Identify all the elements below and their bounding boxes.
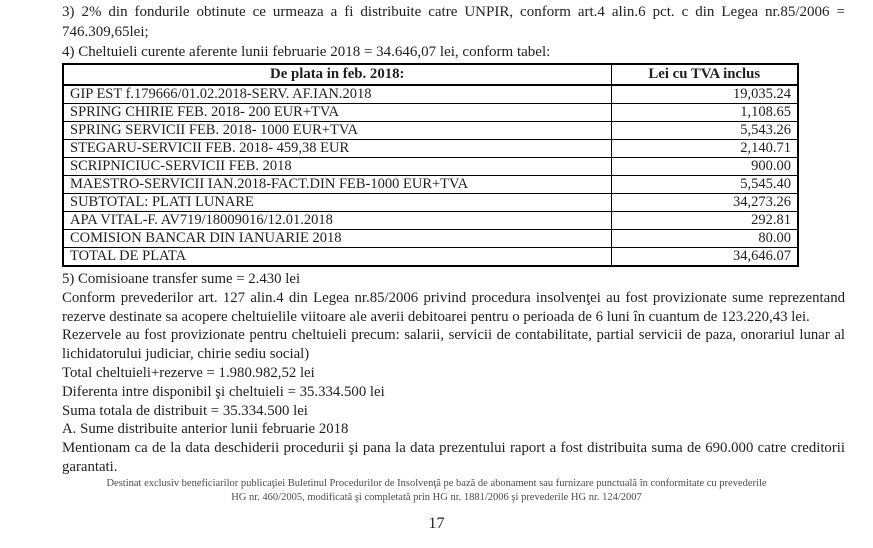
row-value: 5,543.26 (611, 122, 798, 140)
row-value: 5,545.40 (611, 176, 798, 194)
table-row-subtotal (63, 194, 798, 212)
footer-line-2: HG nr. 460/2005, modificată şi completată prin HG nr. 1881/2006 şi prevederile HG nr. 124/2007 (231, 491, 642, 503)
footer-note (0, 477, 873, 504)
paragraph-reserves: Rezervele au fost provizionate pentru cheltuieli precum: salarii, servicii de contabilitate, partial servicii de paza, onorariul lunar al lichidatorului judiciar, chirie sediu social) (62, 327, 845, 363)
paragraph-unpir-fee: 3) 2% din fondurile obtinute ce urmeaza a fi distribuite catre UNPIR, conform art.4 alin.6 pct. c din Legea nr.85/2006 = 746.309,65lei; (62, 4, 845, 40)
paragraph-provisions: Conform prevederilor art. 127 alin.4 din Legea nr.85/2006 privind procedura insolvenţei au fost provizionate sume reprezentand rezerve destinate sa acopere cheltuielile viitoare ale averii debitoarei pentru o perioada de 6 luni în cuantum de 123.220,43 lei. (62, 289, 845, 325)
table-row (63, 85, 798, 104)
paragraph-total-expenses: Total cheltuieli+rezerve = 1.980.982,52 lei (62, 364, 315, 381)
table-row (63, 176, 798, 194)
row-label: STEGARU-SERVICII FEB. 2018- 459,38 EUR (63, 140, 611, 158)
paragraph-prior-distribution: Mentionam ca de la data deschiderii procedurii şi pana la data prezentului raport a fost distribuita suma de 690.000 catre creditorii garantati. (62, 440, 845, 475)
row-label: COMISION BANCAR DIN IANUARIE 2018 (63, 230, 611, 248)
table-row (63, 158, 798, 176)
body-section (62, 270, 845, 477)
row-label: APA VITAL-F. AV719/18009016/12.01.2018 (63, 212, 611, 230)
table-header-amount: Lei cu TVA inclus (611, 64, 798, 85)
table-header-description: De plata in feb. 2018: (63, 64, 611, 85)
table-row (63, 104, 798, 122)
paragraph-section-a-heading: A. Sume distribuite anterior lunii februarie 2018 (62, 421, 349, 438)
paragraph-difference: Diferenta intre disponibil şi cheltuieli = 35.334.500 lei (62, 383, 385, 400)
expenses-table (62, 63, 799, 267)
table-row (63, 230, 798, 248)
table-header-row (63, 64, 798, 85)
row-value: 2,140.71 (611, 140, 798, 158)
row-label: TOTAL DE PLATA (63, 248, 611, 267)
row-value: 80.00 (611, 230, 798, 248)
row-value: 34,646.07 (611, 248, 798, 267)
row-value: 900.00 (611, 158, 798, 176)
row-value: 34,273.26 (611, 194, 798, 212)
page-number: 17 (428, 515, 445, 532)
row-value: 1,108.65 (611, 104, 798, 122)
table-row (63, 212, 798, 230)
row-label: SCRIPNICIUC-SERVICII FEB. 2018 (63, 158, 611, 176)
row-label: SPRING SERVICII FEB. 2018- 1000 EUR+TVA (63, 122, 611, 140)
paragraph-transfer-fees: 5) Comisioane transfer sume = 2.430 lei (62, 271, 301, 287)
intro-section (62, 2, 845, 62)
row-label: SPRING CHIRIE FEB. 2018- 200 EUR+TVA (63, 104, 611, 122)
row-label: SUBTOTAL: PLATI LUNARE (63, 194, 611, 212)
paragraph-current-expenses: 4) Cheltuieli curente aferente lunii februarie 2018 = 34.646,07 lei, conform tabel: (62, 44, 551, 60)
row-value: 19,035.24 (611, 85, 798, 104)
paragraph-total-distribution: Suma totala de distribuit = 35.334.500 lei (62, 402, 308, 419)
page-footer (0, 472, 873, 533)
table-row (63, 122, 798, 140)
document-content (62, 2, 845, 477)
row-label: GIP EST f.179666/01.02.2018-SERV. AF.IAN.2018 (63, 85, 611, 104)
footer-line-1: Destinat exclusiv beneficiarilor publicaţiei Buletinul Procedurilor de Insolvenţă pe bază de abonament sau furnizare punctuală în conformitate cu prevederile (106, 478, 767, 489)
table-row-total (63, 248, 798, 267)
row-label: MAESTRO-SERVICII IAN.2018-FACT.DIN FEB-1000 EUR+TVA (63, 176, 611, 194)
row-value: 292.81 (611, 212, 798, 230)
table-row (63, 140, 798, 158)
